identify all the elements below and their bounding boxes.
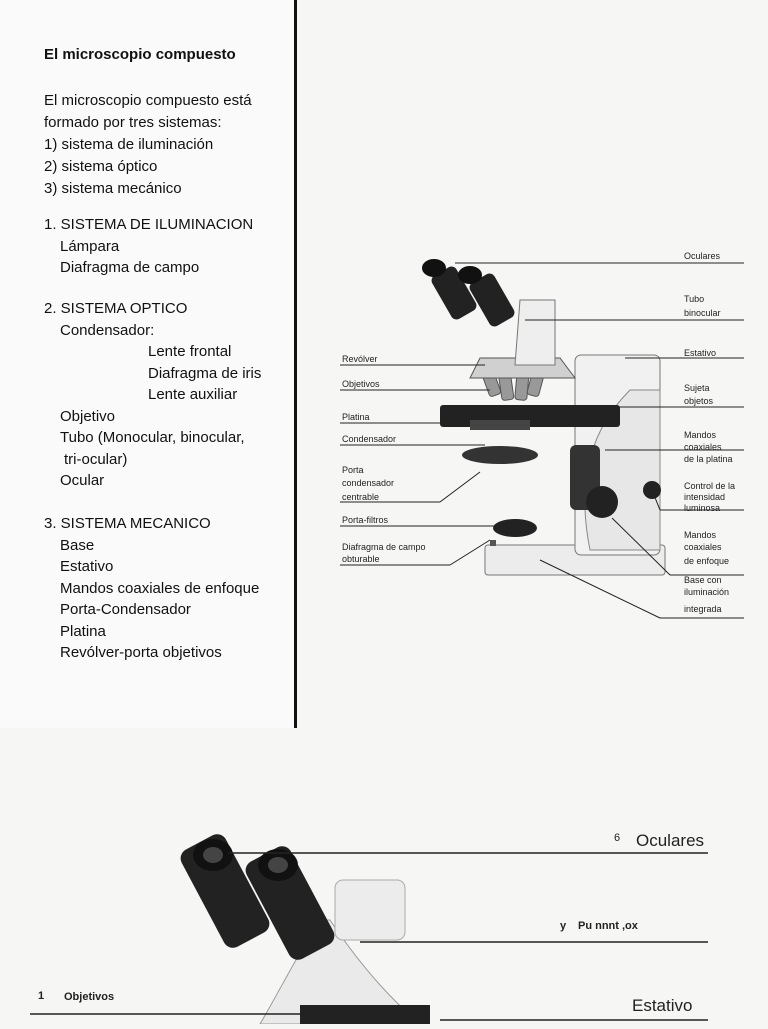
intro-line: 3) sistema mecánico	[44, 180, 182, 197]
section-item: Tubo (Monocular, binocular,	[60, 429, 245, 446]
section-item: Base	[60, 536, 95, 554]
section-mecanico	[44, 513, 259, 664]
worksheet-label-oculares: Oculares	[636, 831, 705, 850]
worksheet-number-oculares: 6	[614, 832, 621, 844]
worksheet-label-objetivos: Objetivos	[64, 991, 115, 1003]
label-tubo-binocular: binocular	[684, 308, 721, 318]
section-item: Condensador:	[60, 321, 155, 339]
label-tubo: Tubo	[684, 294, 705, 304]
section-item: Platina	[60, 622, 106, 640]
intro-paragraph	[44, 90, 252, 200]
label-control-intensidad-2: intensidad	[684, 492, 726, 502]
worksheet-label-estativo: Estativo	[632, 996, 693, 1015]
label-oculares: Oculares	[684, 251, 721, 261]
column-divider	[294, 0, 297, 728]
section-item: Ocular	[60, 472, 105, 489]
section-item: Objetivo	[60, 407, 116, 425]
section-item: Lente frontal	[148, 343, 232, 360]
section-title: 1. SISTEMA DE ILUMINACION	[44, 216, 254, 233]
intro-line: El microscopio compuesto está	[44, 92, 252, 109]
label-mandos-enfoque-2: coaxiales	[684, 542, 722, 552]
label-objetivos: Objetivos	[342, 379, 380, 389]
label-mandos-enfoque-3: de enfoque	[684, 556, 730, 566]
label-porta-condensador-1: Porta	[342, 465, 364, 475]
worksheet-label-tubo: Pu nnnt ,ox	[578, 920, 638, 932]
intro-line: formado por tres sistemas:	[44, 114, 222, 131]
label-revolver: Revólver	[342, 354, 378, 364]
label-base-1: Base con	[684, 575, 722, 585]
label-sujeta: Sujeta	[684, 383, 710, 393]
section-item: Revólver-porta objetivos	[60, 644, 222, 661]
label-control-intensidad-1: Control de la	[684, 481, 736, 491]
label-mandos-platina-3: de la platina	[684, 454, 733, 464]
section-item: Diafragma de iris	[148, 364, 262, 382]
label-mandos-enfoque-1: Mandos	[684, 530, 717, 540]
section-title: 2. SISTEMA OPTICO	[44, 300, 188, 317]
label-diafragma-campo-1: Diafragma de campo	[342, 542, 426, 552]
document-title: El microscopio compuesto	[44, 46, 236, 63]
section-item: Lente auxiliar	[148, 386, 238, 403]
label-base-3: integrada	[684, 604, 722, 614]
worksheet-number-tubo: y	[560, 920, 567, 932]
microscope-diagram-labeled	[330, 240, 750, 630]
intro-line: 1) sistema de iluminación	[44, 136, 214, 153]
section-item: Lámpara	[60, 237, 120, 255]
label-condensador: Condensador	[342, 434, 397, 444]
section-item: Porta-Condensador	[60, 601, 191, 618]
worksheet-number-objetivos: 1	[38, 990, 45, 1002]
label-estativo: Estativo	[684, 348, 717, 358]
text-column	[0, 0, 296, 728]
label-mandos-platina-2: coaxiales	[684, 442, 722, 452]
label-porta-condensador-2: condensador	[342, 478, 395, 488]
section-item: tri-ocular)	[64, 450, 128, 468]
label-mandos-platina-1: Mandos	[684, 430, 717, 440]
label-platina: Platina	[342, 412, 370, 422]
section-item: Diafragma de campo	[60, 259, 200, 276]
section-item: Mandos coaxiales de enfoque	[60, 579, 260, 597]
label-diafragma-campo-2: obturable	[342, 554, 380, 564]
label-sujeta-objetos: objetos	[684, 396, 714, 406]
section-optico	[44, 298, 261, 492]
label-porta-condensador-3: centrable	[342, 492, 380, 502]
intro-line: 2) sistema óptico	[44, 158, 158, 175]
label-control-intensidad-3: luminosa	[684, 503, 721, 513]
section-iluminacion	[44, 214, 253, 279]
section-title: 3. SISTEMA MECANICO	[44, 515, 211, 532]
microscope-diagram-worksheet	[0, 800, 768, 1024]
label-porta-filtros: Porta-filtros	[342, 515, 389, 525]
label-base-2: iluminación	[684, 587, 730, 597]
section-item: Estativo	[60, 558, 114, 575]
